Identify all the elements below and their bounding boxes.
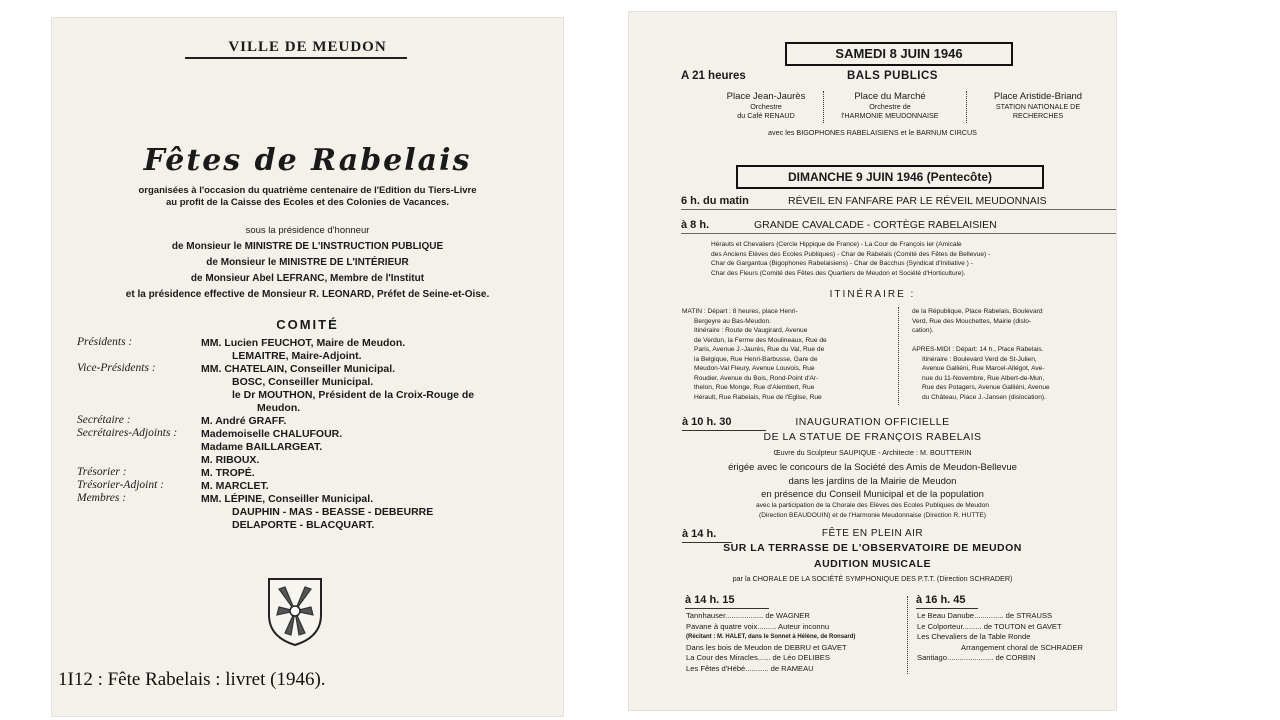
itineraire-title: ITINÉRAIRE : (829, 289, 916, 300)
member-line: BOSC, Conseiller Municipal. (232, 376, 374, 388)
member-line: le Dr MOUTHON, Président de la Croix-Rouge de (232, 389, 475, 401)
route-line: Verd, Rue des Mouchettes, Mairie (dislo- (912, 317, 1032, 325)
route-line: du Château, Place J.-Jansen (dislocation). (922, 393, 1046, 401)
route-line (912, 336, 1050, 346)
presidence-line: de Monsieur le MINISTRE DE L'INSTRUCTION PUBLIQUE (171, 241, 444, 252)
place-name: Place Aristide-Briand (993, 91, 1083, 102)
inauguration-line: érigée avec le concours de la Société des Amis de Meudon-Bellevue (728, 462, 1017, 473)
program1-list (686, 611, 855, 675)
itineraire-afternoon (912, 307, 1050, 402)
inauguration-line: (Direction BEAUDOUIN) et de l'Harmonie Meudonnaise (Direction R. HUTTE) (759, 512, 986, 519)
right-booklet-page (628, 11, 1117, 711)
member-line: M. TROPÉ. (201, 467, 255, 479)
presidence-line: de Monsieur Abel LEFRANC, Membre de l'Institut (190, 273, 425, 284)
member-line: DAUPHIN - MAS - BEASSE - DEBEURRE (232, 506, 434, 518)
route-line: Bergeyre au Bas-Meudon. (694, 317, 771, 325)
cavalcade-text: GRANDE CAVALCADE - CORTÈGE RABELAISIEN (754, 219, 997, 231)
subtitle-line-1: organisées à l'occasion du quatrième centenaire de l'Edition du Tiers-Livre (138, 185, 477, 196)
role-label: Vice-Présidents : (77, 362, 156, 374)
header-rule (185, 57, 407, 59)
cavalcade-line: Char des Fleurs (Comité des Fêtes des Quartiers de Meudon et Société d'Horticulture). (711, 269, 966, 277)
route-line: cation). (912, 327, 934, 334)
route-line: Meudon-Val Fleury, Avenue Louvois, Rue (694, 365, 815, 372)
festival-title: Fêtes de Rabelais (143, 143, 472, 178)
fete-time: à 14 h. (682, 528, 717, 540)
reveil-time: 6 h. du matin (681, 195, 749, 207)
route-line: thelon, Rue Monge, Rue d'Alembert, Rue (694, 384, 815, 391)
archive-caption: 1I12 : Fête Rabelais : livret (1946). (58, 669, 326, 690)
member-line: MM. Lucien FEUCHOT, Maire de Meudon. (201, 337, 406, 349)
program2-time: à 16 h. 45 (916, 594, 966, 606)
inauguration-time: à 10 h. 30 (682, 416, 732, 428)
program-item: Les Fêtes d'Hébé........... de RAMEAU (686, 663, 814, 673)
bals-note: avec les BIGOPHONES RABELAISIENS et le BARNUM CIRCUS (768, 128, 977, 137)
member-line: MM. LÉPINE, Conseiller Municipal. (201, 493, 374, 505)
program-item: Arrangement choral de SCHRADER (961, 642, 1083, 652)
member-line: M. RIBOUX. (201, 454, 260, 466)
place-detail: du Café RENAUD (737, 111, 795, 120)
program-item: Les Chevaliers de la Table Ronde (917, 632, 1031, 642)
section-rule (681, 233, 1116, 234)
program-item: Dans les bois de Meudon de DEBRU et GAVET (686, 642, 847, 652)
member-line: Meudon. (257, 402, 301, 414)
inauguration-line: DE LA STATUE DE FRANÇOIS RABELAIS (763, 431, 982, 443)
member-line: MM. CHATELAIN, Conseiller Municipal. (201, 363, 396, 375)
cavalcade-line: Char de Gargantua (Bigophones Rabelaisiens) - Char de Bacchus (Syndicat d'Initiative ) - (711, 260, 973, 267)
route-line: de Verdun, la Ferme des Moulineaux, Rue de (694, 336, 827, 344)
bals-time: A 21 heures (681, 70, 746, 82)
fete-line: SUR LA TERRASSE DE L'OBSERVATOIRE DE MEUDON (723, 542, 1022, 554)
route-line: de la République, Place Rabelais, Boulevard (912, 308, 1043, 315)
inauguration-line: dans les jardins de la Mairie de Meudon (788, 476, 957, 487)
place-name: Place du Marché (854, 91, 926, 102)
presidence-line: et la présidence effective de Monsieur R. LEONARD, Préfet de Seine-et-Oise. (125, 289, 490, 300)
role-label: Présidents : (77, 336, 133, 348)
cavalcade-time: à 8 h. (681, 219, 710, 231)
program-item: Pavane à quatre voix......... Auteur inconnu (686, 621, 830, 631)
bals-title: BALS PUBLICS (847, 70, 938, 82)
bal-place-1 (706, 91, 826, 120)
member-line: Madame BAILLARGEAT. (201, 441, 323, 453)
time-underline (916, 608, 978, 609)
route-line: nue du 11-Novembre, Rue Albert-de-Mun, (922, 374, 1045, 382)
member-line: M. André GRAFF. (201, 415, 287, 427)
presidence-line: de Monsieur le MINISTRE DE L'INTÉRIEUR (206, 257, 409, 268)
city-header: VILLE DE MEUDON (228, 39, 387, 55)
itineraire-morning (682, 307, 827, 402)
place-detail: Orchestre de (869, 102, 911, 111)
program-item: Santiago...................... de CORBIN (917, 653, 1036, 663)
route-line: Hérault, Rue Rabelais, Rue de l'Eglise, Rue (694, 393, 822, 401)
cavalcade-list (711, 240, 990, 278)
comite-title: COMITÉ (276, 317, 339, 332)
route-line: Roudier, Avenue du Bois, Rond-Point d'Ar- (694, 374, 819, 382)
member-line: LEMAITRE, Maire-Adjoint. (232, 350, 362, 362)
program-item: Le Beau Danube.............. de STRAUSS (917, 611, 1053, 620)
program2-list (917, 611, 1083, 664)
cavalcade-line: Hérauts et Chevaliers (Cercle Hippique de France) - La Cour de François Ier (Amicale (711, 241, 962, 248)
member-line: DELAPORTE - BLACQUART. (232, 519, 375, 531)
role-label: Trésorier-Adjoint : (77, 479, 164, 491)
member-line: Mademoiselle CHALUFOUR. (201, 428, 343, 440)
route-line: Itinéraire : Boulevard Verd de St-Julien, (922, 355, 1037, 363)
route-line: Avenue Galliéni, Rue Marcel-Allégot, Ave- (922, 365, 1045, 372)
bal-place-3 (976, 91, 1100, 120)
role-label: Secrétaires-Adjoints : (77, 427, 178, 439)
place-detail: Orchestre (750, 102, 782, 111)
fete-line: FÊTE EN PLEIN AIR (821, 528, 924, 539)
inauguration-line: INAUGURATION OFFICIELLE (795, 416, 950, 428)
reveil-text: RÉVEIL EN FANFARE PAR LE RÉVEIL MEUDONNAIS (788, 195, 1047, 207)
section-rule (681, 209, 1116, 210)
day1-title-box (785, 42, 1013, 66)
fete-line: par la CHORALE DE LA SOCIÉTÉ SYMPHONIQUE DES P.T.T. (Direction SCHRADER) (732, 574, 1013, 583)
route-line: APRES-MIDI : Départ: 14 h., Place Rabelais. (912, 346, 1044, 353)
inauguration-line: avec la participation de la Chorale des Elèves des Ecoles Publiques de Meudon (755, 502, 990, 509)
role-label: Membres : (77, 492, 127, 504)
route-line: MATIN : Départ : 8 heures, place Henri- (682, 308, 798, 315)
left-booklet-page (51, 17, 564, 717)
inauguration-line: en présence du Conseil Municipal et de la population (761, 489, 984, 500)
fete-line: AUDITION MUSICALE (814, 558, 931, 570)
column-divider (907, 596, 908, 674)
program-item: Le Colporteur......... de TOUTON et GAVET (917, 621, 1062, 631)
route-line: Rue des Potagers, Avenue Galliéni, Avenue (922, 384, 1050, 391)
day1-title: SAMEDI 8 JUIN 1946 (835, 46, 963, 61)
time-underline (685, 608, 769, 609)
role-label: Trésorier : (77, 466, 127, 478)
program-item: La Cour des Miracles...... de Léo DELIBES (686, 653, 830, 663)
route-line: Itinéraire : Route de Vaugirard, Avenue (694, 327, 808, 334)
bal-place-2 (826, 91, 954, 120)
presidence-line: sous la présidence d'honneur (245, 225, 370, 236)
subtitle-line-2: au profit de la Caisse des Ecoles et des Colonies de Vacances. (165, 197, 449, 208)
place-detail: STATION NATIONALE DE (995, 102, 1081, 111)
cavalcade-line: des Anciens Elèves des Ecoles Publiques) - Char de Rabelais (Comité des Fêtes de Bellevue) - (711, 250, 991, 258)
inauguration-line: Œuvre du Sculpteur SAUPIQUE - Architecte : M. BOUTTERIN (773, 448, 972, 457)
meudon-coat-of-arms-icon (265, 575, 325, 647)
day2-title-box (736, 165, 1044, 189)
place-name: Place Jean-Jaurès (726, 91, 806, 102)
program1-time: à 14 h. 15 (685, 594, 735, 606)
column-divider (966, 91, 967, 123)
route-line: la Belgique, Rue Henri-Barbusse, Gare de (694, 355, 818, 363)
place-detail: l'HARMONIE MEUDONNAISE (841, 111, 939, 120)
route-line: Paris, Avenue J.-Jaurès, Rue du Val, Rue de (694, 346, 825, 353)
member-line: M. MARCLET. (201, 480, 269, 492)
place-detail: RECHERCHES (1012, 111, 1064, 120)
role-label: Secrétaire : (77, 414, 131, 426)
day2-title: DIMANCHE 9 JUIN 1946 (Pentecôte) (787, 170, 993, 184)
program-item: (Récitant : M. HALET, dans le Sonnet à Hélène, de Ronsard) (686, 634, 856, 641)
column-divider (898, 307, 899, 405)
column-divider (823, 91, 824, 123)
program-item: Tannhauser.................. de WAGNER (686, 611, 810, 620)
